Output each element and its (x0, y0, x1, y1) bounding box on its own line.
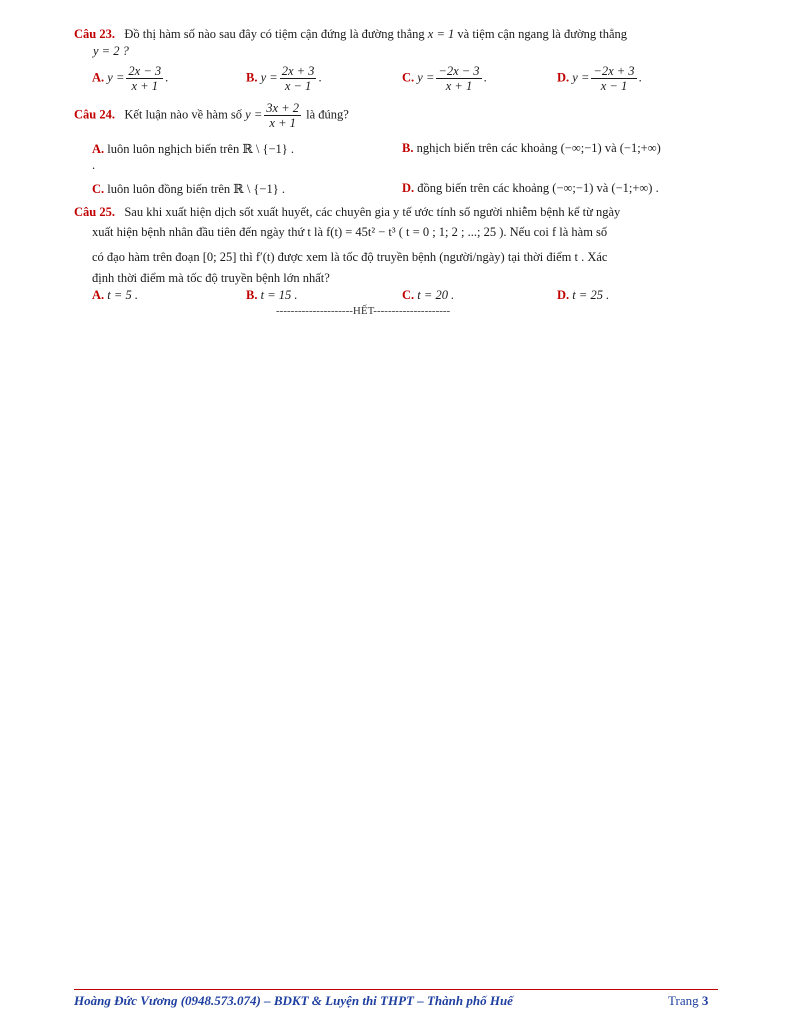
question-24-line-1 (74, 101, 349, 130)
q23-option-a-tail: . (165, 70, 169, 85)
q23-option-a-den: x + 1 (131, 79, 158, 93)
q25-option-c (402, 288, 454, 303)
question-25-line-1 (74, 205, 620, 220)
question-23-text-b: và tiệm cận ngang là đường thẳng (457, 27, 627, 41)
q25-option-c-text: t = 20 . (417, 288, 455, 302)
question-23-eq-x: x = 1 (427, 27, 455, 41)
q24-option-a-label: A. (92, 142, 105, 156)
q23-option-d-lhs: y = (572, 70, 590, 85)
q24-option-c (92, 181, 285, 197)
question-25-line-1-text: Sau khi xuất hiện dịch sốt xuất huyết, các chuyên gia y tế ước tính số người nhiễm bệnh kể từ ngày (124, 205, 621, 219)
q24-option-b (402, 141, 661, 156)
q23-option-b (246, 64, 322, 93)
q24-option-a (92, 141, 294, 157)
q24-option-a-text: luôn luôn nghịch biến trên ℝ \ {−1} . (107, 142, 294, 156)
q24-option-b-text: nghịch biến trên các khoảng (−∞;−1) và (−1;+∞) (416, 141, 661, 155)
q23-option-b-lhs: y = (260, 70, 278, 85)
question-24-num: 3x + 2 (266, 101, 300, 115)
question-23-line-1 (74, 27, 627, 42)
q25-option-b-text: t = 15 . (260, 288, 298, 302)
q25-option-d-text: t = 25 . (572, 288, 610, 302)
q24-option-d-text: đồng biến trên các khoảng (−∞;−1) và (−1;+∞) . (417, 181, 659, 195)
q23-option-b-tail: . (318, 70, 322, 85)
footer-page-label: Trang (668, 993, 699, 1008)
q23-option-d-den: x − 1 (600, 79, 628, 93)
q24-option-b-label: B. (402, 141, 414, 155)
question-23-eq-y: y = 2 ? (93, 44, 129, 58)
q24-option-c-label: C. (92, 182, 105, 196)
q23-option-c-fraction (436, 64, 481, 93)
q25-option-a (92, 288, 138, 303)
question-25-line-4: định thời điểm mà tốc độ truyền bệnh lớn nhất? (92, 271, 330, 285)
end-of-exam-mark: ---------------------HẾT--------------------- (276, 305, 451, 317)
q24-option-d (402, 181, 659, 196)
question-24-text-b: là đúng? (306, 107, 349, 122)
question-23-label: Câu 23. (74, 27, 115, 41)
q23-option-c-tail: . (483, 70, 487, 85)
question-24-text: Kết luận nào về hàm số (124, 107, 243, 122)
q23-option-c-den: x + 1 (445, 79, 473, 93)
q23-option-c-num: −2x − 3 (438, 64, 480, 78)
question-25-line-3: có đạo hàm trên đoạn [0; 25] thì f′(t) được xem là tốc độ truyền bệnh (người/ngày) tại thời điểm t . Xác (92, 250, 608, 264)
q23-option-a (92, 64, 168, 93)
q25-option-b (246, 288, 298, 303)
q23-option-b-den: x − 1 (284, 79, 312, 93)
q23-option-d (557, 64, 642, 93)
footer-author: Hoàng Đức Vương (0948.573.074) – BDKT & Luyện thi THPT – Thành phố Huế (74, 993, 513, 1008)
q23-option-d-fraction (591, 64, 636, 93)
q23-option-d-tail: . (638, 70, 642, 85)
q25-option-c-label: C. (402, 288, 415, 302)
q23-option-c-label: C. (402, 70, 415, 85)
q25-option-d (557, 288, 609, 303)
question-25-label: Câu 25. (74, 205, 115, 219)
q23-option-d-num: −2x + 3 (593, 64, 635, 78)
q24-stray-dot: . (92, 158, 96, 172)
q23-option-c-lhs: y = (417, 70, 435, 85)
q23-option-b-label: B. (246, 70, 258, 85)
q23-option-a-fraction (126, 64, 163, 93)
q23-option-a-label: A. (92, 70, 105, 85)
question-24-label: Câu 24. (74, 107, 115, 122)
q25-option-d-label: D. (557, 288, 570, 302)
q23-option-a-lhs: y = (107, 70, 125, 85)
q23-option-d-label: D. (557, 70, 570, 85)
q25-option-a-label: A. (92, 288, 105, 302)
footer-divider (74, 989, 718, 990)
q23-option-c (402, 64, 487, 93)
question-23-text: Đồ thị hàm số nào sau đây có tiệm cận đứng là đường thẳng (124, 27, 425, 41)
q25-option-b-label: B. (246, 288, 258, 302)
q23-option-a-num: 2x − 3 (128, 64, 162, 78)
q23-option-b-num: 2x + 3 (281, 64, 315, 78)
question-24-den: x + 1 (269, 116, 296, 130)
q25-option-a-text: t = 5 . (107, 288, 138, 302)
q24-option-c-text: luôn luôn đồng biến trên ℝ \ {−1} . (107, 182, 285, 196)
footer-page (668, 993, 708, 1009)
q24-option-d-label: D. (402, 181, 415, 195)
question-25-line-2: xuất hiện bệnh nhân đầu tiên đến ngày thứ t là f(t) = 45t² − t³ ( t = 0 ; 1; 2 ; ...; 25 ). Nếu coi f là hàm số (92, 225, 608, 239)
footer-page-number: 3 (701, 993, 709, 1008)
question-24-lhs: y = (245, 107, 263, 122)
q23-option-b-fraction (280, 64, 317, 93)
question-24-fraction (264, 101, 301, 130)
